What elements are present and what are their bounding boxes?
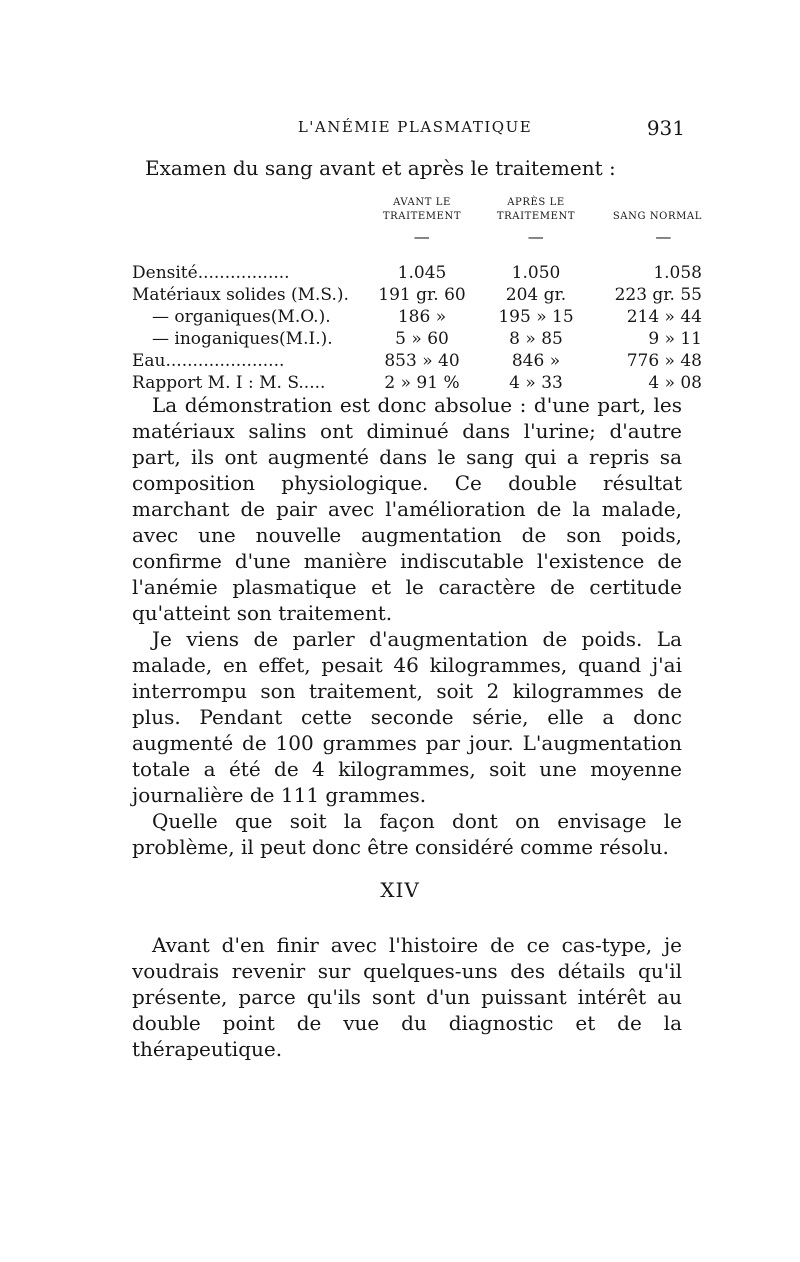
table-row: [132, 284, 702, 306]
column-dash: —: [413, 227, 431, 246]
table-row: [132, 372, 702, 394]
table-row: [132, 262, 702, 284]
column-header-before: [368, 196, 476, 262]
row-label: — organiques(M.O.).: [152, 307, 331, 327]
page-number: 931: [646, 116, 685, 140]
value-after: 195 » 15: [498, 307, 574, 327]
row-label: Rapport M. I : M. S.....: [132, 373, 326, 393]
value-after: 846 »: [511, 351, 561, 371]
value-before: 2 » 91 %: [384, 373, 460, 393]
section-heading: XIV: [380, 878, 420, 902]
row-label: — inoganiques(M.I.).: [152, 329, 333, 349]
paragraph: Je viens de parler d'augmentation de poids. La malade, en effet, pesait 46 kilogrammes, quand j'ai interrompu son traitement, soit 2 kilogrammes de plus. Pendant cette seconde série, elle a donc augmenté de 100 grammes par jour. L'augmentation totale a été de 4 kilogrammes, soit une moyenne journalière de 111 grammes.: [132, 627, 682, 807]
row-label: Matériaux solides (M.S.).: [132, 285, 349, 305]
running-title: L'ANÉMIE PLASMATIQUE: [297, 118, 533, 136]
value-after: 8 » 85: [509, 329, 563, 349]
value-normal: 9 » 11: [648, 329, 702, 349]
paragraph: Avant d'en finir avec l'histoire de ce cas-type, je voudrais revenir sur quelques-uns des détails qu'il présente, parce qu'ils sont d'un puissant intérêt au double point de vue du diagnostic et de la thérapeutique.: [132, 933, 682, 1061]
value-before: 1.045: [397, 263, 447, 283]
column-header-normal: [596, 196, 702, 262]
paragraph: Quelle que soit la façon dont on envisage le problème, il peut donc être considéré comme résolu.: [132, 809, 682, 859]
column-header-line: TRAITEMENT: [496, 211, 576, 222]
paragraph: La démonstration est donc absolue : d'une part, les matériaux salins ont diminué dans l'urine; d'autre part, ils ont augmenté dans le sang qui a repris sa composition physiologique. Ce double résultat marchant de pair avec l'amélioration de la malade, avec une nouvelle augmentation de son poids, confirme d'une manière indiscutable l'existence de l'anémie plasmatique et le caractère de certitude qu'atteint son traitement.: [132, 393, 682, 625]
column-header-line: [596, 196, 702, 210]
value-before: 853 » 40: [384, 351, 460, 371]
table-header-row: [132, 196, 702, 262]
column-dash: —: [655, 227, 672, 246]
value-after: 4 » 33: [509, 373, 563, 393]
value-after: 1.050: [511, 263, 561, 283]
column-header-line: APRÈS LE: [507, 197, 565, 208]
blood-analysis-table: [132, 196, 702, 394]
value-normal: 4 » 08: [648, 373, 702, 393]
value-normal: 223 gr. 55: [614, 285, 702, 305]
value-before: 186 »: [397, 307, 447, 327]
page-header: [145, 118, 685, 140]
column-header-after: [476, 196, 596, 262]
table-row: [132, 350, 702, 372]
table-row: [132, 328, 702, 350]
table-intro: Examen du sang avant et après le traitement :: [145, 156, 616, 180]
body-text: [132, 392, 682, 860]
row-label: Eau......................: [132, 351, 285, 371]
value-normal: 1.058: [653, 263, 702, 283]
column-header-line: AVANT LE: [393, 197, 451, 208]
table-row: [132, 306, 702, 328]
value-before: 5 » 60: [395, 329, 449, 349]
row-label-header: [132, 196, 368, 262]
value-before: 191 gr. 60: [378, 285, 466, 305]
column-header-line: SANG NORMAL: [612, 211, 702, 222]
value-normal: 776 » 48: [626, 351, 702, 371]
value-after: 204 gr.: [505, 285, 567, 305]
row-label: Densité.................: [132, 263, 290, 283]
section-body-text: [132, 932, 682, 1062]
column-header-line: TRAITEMENT: [382, 211, 462, 222]
value-normal: 214 » 44: [626, 307, 702, 327]
column-dash: —: [527, 227, 545, 246]
